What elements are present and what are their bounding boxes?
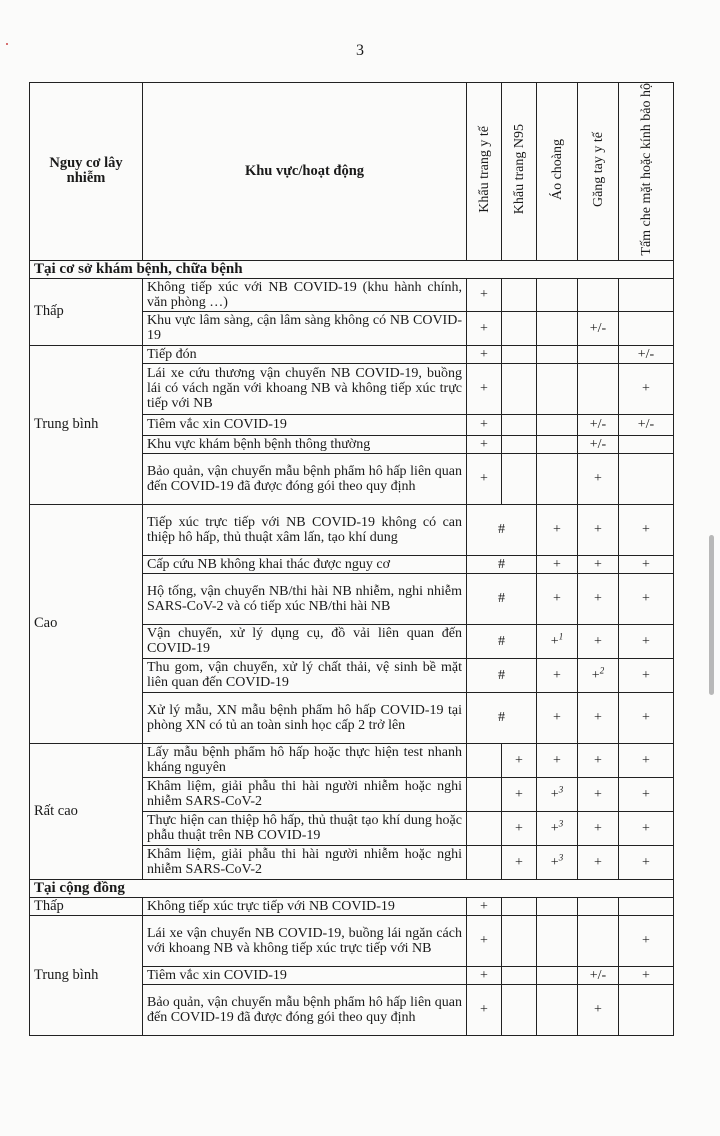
ppe-mark-4 (578, 915, 619, 966)
ppe-mark-4 (578, 897, 619, 915)
mark-symbol: + (480, 381, 488, 397)
ppe-mark-1 (467, 915, 502, 966)
ppe-mark-4 (578, 984, 619, 1035)
header-ppe-3-label: Áo choàng (549, 138, 565, 200)
ppe-mark-5 (619, 573, 674, 624)
risk-level: Rất cao (30, 743, 143, 879)
ppe-mark-1 (467, 845, 502, 879)
activity-text: Lái xe vận chuyển NB COVID-19, buồng lái ngăn cách với khoang NB và không tiếp xúc trực tiếp với NB (143, 915, 467, 966)
mark-symbol: +/- (589, 436, 607, 452)
ppe-mark-5 (619, 692, 674, 743)
mark-symbol: + (480, 436, 488, 452)
ppe-mark-2 (502, 966, 537, 984)
mark-symbol: + (642, 556, 650, 572)
mark-symbol: +/- (589, 320, 607, 336)
mark-symbol: + (642, 522, 650, 538)
ppe-mark-2 (502, 435, 537, 453)
activity-text: Hộ tống, vận chuyển NB/thi hài NB nhiễm, nghi nhiễm SARS-CoV-2 và có tiếp xúc NB/thi hài NB (143, 573, 467, 624)
ppe-mark-4 (578, 692, 619, 743)
activity-text: Tiếp xúc trực tiếp với NB COVID-19 không có can thiệp hô hấp, thủ thuật xâm lấn, tạo khí dung (143, 504, 467, 555)
activity-text: Thực hiện can thiệp hô hấp, thủ thuật tạo khí dung hoặc phẫu thuật trên NB COVID-19 (143, 811, 467, 845)
mask-hash-mark: # (467, 573, 537, 624)
mark-symbol: + (480, 967, 488, 983)
ppe-mark-4 (578, 504, 619, 555)
mark-symbol: + (553, 556, 561, 572)
ppe-mark-1 (467, 811, 502, 845)
mark-symbol: + (515, 854, 523, 870)
mark-symbol: + (642, 933, 650, 949)
ppe-mark-3 (537, 658, 578, 692)
ppe-mark-3 (537, 777, 578, 811)
mark-symbol: + (594, 591, 602, 607)
footnote-ref: 2 (599, 664, 605, 675)
ppe-mark-5 (619, 414, 674, 435)
mark-symbol: + (642, 967, 650, 983)
mark-symbol: + (550, 786, 559, 802)
mark-symbol: + (553, 667, 561, 683)
mark-symbol: + (594, 710, 602, 726)
table-row (30, 743, 674, 777)
risk-level: Trung bình (30, 915, 143, 1035)
mask-hash-mark: # (467, 624, 537, 658)
mark-symbol: + (550, 633, 559, 649)
mark-symbol: + (642, 752, 650, 768)
risk-level: Cao (30, 504, 143, 743)
ppe-mark-2 (502, 743, 537, 777)
section-row (30, 260, 674, 278)
activity-text: Thu gom, vận chuyển, xử lý chất thải, vệ sinh bề mặt liên quan đến COVID-19 (143, 658, 467, 692)
risk-level: Thấp (30, 278, 143, 345)
ppe-mark-5 (619, 435, 674, 453)
footnote-ref: 1 (558, 630, 564, 641)
mark-symbol: + (594, 752, 602, 768)
ppe-mark-3 (537, 311, 578, 345)
ppe-mark-4 (578, 777, 619, 811)
ppe-mark-5 (619, 624, 674, 658)
ppe-mark-1 (467, 435, 502, 453)
ppe-mark-5 (619, 555, 674, 573)
activity-text: Khâm liệm, giải phẫu thi hài người nhiễm hoặc nghi nhiễm SARS-CoV-2 (143, 845, 467, 879)
header-risk (30, 83, 143, 261)
ppe-mark-5 (619, 811, 674, 845)
ppe-mark-3 (537, 897, 578, 915)
activity-text: Khâm liệm, giải phẫu thi hài người nhiễm hoặc nghi nhiễm SARS-CoV-2 (143, 777, 467, 811)
section-title: Tại cộng đồng (30, 879, 674, 897)
mark-symbol: + (591, 667, 600, 683)
ppe-mark-4 (578, 743, 619, 777)
activity-text: Vận chuyển, xử lý dụng cụ, đồ vải liên quan đến COVID-19 (143, 624, 467, 658)
ppe-mark-5 (619, 984, 674, 1035)
header-risk-label: Nguy cơ lây nhiễm (49, 155, 123, 187)
ppe-mark-3 (537, 278, 578, 311)
activity-text: Khu vực lâm sàng, cận lâm sàng không có NB COVID-19 (143, 311, 467, 345)
ppe-mark-3 (537, 363, 578, 414)
table-row (30, 345, 674, 363)
ppe-mark-4 (578, 845, 619, 879)
mark-symbol: + (553, 752, 561, 768)
section-row (30, 879, 674, 897)
mark-symbol: + (642, 633, 650, 649)
mark-symbol: + (480, 346, 488, 362)
ppe-mark-5 (619, 658, 674, 692)
footnote-ref: 3 (558, 817, 564, 828)
activity-text: Tiêm vắc xin COVID-19 (143, 966, 467, 984)
mark-symbol: + (550, 820, 559, 836)
ppe-mark-3 (537, 915, 578, 966)
mark-symbol: + (594, 556, 602, 572)
activity-text: Tiêm vắc xin COVID-19 (143, 414, 467, 435)
ppe-mark-2 (502, 453, 537, 504)
risk-level: Thấp (30, 897, 143, 915)
mark-symbol: + (515, 752, 523, 768)
header-ppe-5-label: Tấm che mặt hoặc kính bảo hộ (638, 83, 654, 256)
ppe-mark-4 (578, 573, 619, 624)
ppe-mark-1 (467, 311, 502, 345)
ppe-mark-5 (619, 504, 674, 555)
ppe-mark-1 (467, 966, 502, 984)
table-row (30, 278, 674, 311)
mask-hash-mark: # (467, 555, 537, 573)
ppe-mark-2 (502, 311, 537, 345)
ppe-mark-2 (502, 915, 537, 966)
mark-symbol: +/- (637, 417, 655, 433)
mark-symbol: + (553, 591, 561, 607)
activity-text: Không tiếp xúc với NB COVID-19 (khu hành chính, văn phòng …) (143, 278, 467, 311)
activity-text: Cấp cứu NB không khai thác được nguy cơ (143, 555, 467, 573)
header-ppe-2 (502, 83, 537, 261)
ppe-mark-3 (537, 811, 578, 845)
mark-symbol: + (642, 591, 650, 607)
ppe-mark-3 (537, 624, 578, 658)
mark-symbol: + (594, 786, 602, 802)
mark-symbol: + (515, 786, 523, 802)
ppe-mark-4 (578, 435, 619, 453)
ppe-mark-1 (467, 743, 502, 777)
ppe-mark-4 (578, 555, 619, 573)
header-ppe-4 (578, 83, 619, 261)
ppe-mark-4 (578, 658, 619, 692)
ppe-mark-5 (619, 966, 674, 984)
mark-symbol: + (515, 820, 523, 836)
ppe-mark-2 (502, 811, 537, 845)
mark-symbol: + (480, 471, 488, 487)
mark-symbol: + (480, 933, 488, 949)
mask-hash-mark: # (467, 658, 537, 692)
mark-symbol: + (642, 667, 650, 683)
ppe-mark-3 (537, 573, 578, 624)
header-ppe-5 (619, 83, 674, 261)
mark-symbol: + (594, 820, 602, 836)
activity-text: Bảo quản, vận chuyển mẫu bệnh phẩm hô hấp liên quan đến COVID-19 đã được đóng gói theo quy định (143, 453, 467, 504)
ppe-mark-5 (619, 278, 674, 311)
ppe-mark-4 (578, 811, 619, 845)
mark-symbol: + (480, 320, 488, 336)
mark-symbol: + (480, 1002, 488, 1018)
ppe-mark-4 (578, 453, 619, 504)
scrollbar[interactable] (709, 535, 714, 695)
ppe-mark-3 (537, 435, 578, 453)
table-body (30, 260, 674, 1035)
ppe-mark-1 (467, 345, 502, 363)
activity-text: Tiếp đón (143, 345, 467, 363)
ppe-mark-3 (537, 555, 578, 573)
mark-symbol: + (594, 1002, 602, 1018)
ppe-mark-1 (467, 897, 502, 915)
ppe-mark-2 (502, 777, 537, 811)
header-ppe-1-label: Khẩu trang y tế (476, 125, 492, 213)
mask-hash-mark: # (467, 692, 537, 743)
ppe-mark-2 (502, 278, 537, 311)
mark-symbol: + (594, 522, 602, 538)
header-ppe-1 (467, 83, 502, 261)
page-number: 3 (356, 42, 364, 59)
header-area-label: Khu vực/hoạt động (244, 162, 365, 179)
mark-symbol: + (642, 710, 650, 726)
ppe-mark-4 (578, 966, 619, 984)
activity-text: Lấy mẫu bệnh phẩm hô hấp hoặc thực hiện test nhanh kháng nguyên (143, 743, 467, 777)
mark-symbol: + (642, 820, 650, 836)
mark-symbol: + (480, 417, 488, 433)
mark-symbol: + (480, 287, 488, 303)
mark-symbol: +/- (589, 417, 607, 433)
mark-symbol: + (594, 854, 602, 870)
ppe-mark-5 (619, 777, 674, 811)
ppe-mark-5 (619, 453, 674, 504)
ppe-mark-1 (467, 984, 502, 1035)
ppe-mark-4 (578, 414, 619, 435)
ppe-mark-3 (537, 984, 578, 1035)
ppe-mark-3 (537, 743, 578, 777)
mark-symbol: +/- (637, 346, 655, 362)
ppe-mark-4 (578, 624, 619, 658)
ppe-mark-5 (619, 897, 674, 915)
ppe-mark-2 (502, 363, 537, 414)
ppe-mark-1 (467, 453, 502, 504)
section-title: Tại cơ sở khám bệnh, chữa bệnh (30, 260, 674, 278)
mark-symbol: + (642, 381, 650, 397)
header-area (143, 83, 467, 261)
ppe-table (29, 82, 674, 1036)
ppe-mark-1 (467, 363, 502, 414)
mark-symbol: + (550, 854, 559, 870)
ppe-mark-4 (578, 311, 619, 345)
ppe-mark-3 (537, 345, 578, 363)
ppe-mark-2 (502, 897, 537, 915)
ppe-mark-2 (502, 345, 537, 363)
mark-symbol: + (594, 633, 602, 649)
ppe-mark-1 (467, 414, 502, 435)
mark-symbol: + (642, 786, 650, 802)
activity-text: Xử lý mẫu, XN mẫu bệnh phẩm hô hấp COVID-19 tại phòng XN có tủ an toàn sinh học cấp 2 trở lên (143, 692, 467, 743)
ppe-mark-1 (467, 278, 502, 311)
ppe-mark-4 (578, 363, 619, 414)
ppe-mark-2 (502, 845, 537, 879)
footnote-ref: 3 (558, 783, 564, 794)
mask-hash-mark: # (467, 504, 537, 555)
ppe-mark-3 (537, 692, 578, 743)
ppe-mark-5 (619, 311, 674, 345)
table-row (30, 504, 674, 555)
activity-text: Lái xe cứu thương vận chuyển NB COVID-19, buồng lái có vách ngăn với khoang NB và không tiếp xúc trực tiếp với NB (143, 363, 467, 414)
ppe-mark-2 (502, 984, 537, 1035)
header-ppe-4-label: Găng tay y tế (590, 131, 606, 207)
mark-symbol: + (594, 471, 602, 487)
ppe-mark-3 (537, 453, 578, 504)
activity-text: Bảo quản, vận chuyển mẫu bệnh phẩm hô hấp liên quan đến COVID-19 đã được đóng gói theo quy định (143, 984, 467, 1035)
mark-symbol: + (642, 854, 650, 870)
table-row (30, 915, 674, 966)
ppe-mark-1 (467, 777, 502, 811)
header-ppe-2-label: Khẩu trang N95 (511, 124, 527, 215)
ppe-mark-5 (619, 363, 674, 414)
ppe-mark-4 (578, 345, 619, 363)
ppe-mark-4 (578, 278, 619, 311)
mark-symbol: + (553, 522, 561, 538)
ppe-mark-3 (537, 414, 578, 435)
ppe-mark-3 (537, 845, 578, 879)
ppe-mark-5 (619, 345, 674, 363)
ppe-mark-3 (537, 966, 578, 984)
ppe-mark-5 (619, 915, 674, 966)
mark-symbol: +/- (589, 967, 607, 983)
footnote-ref: 3 (558, 851, 564, 862)
mark-symbol: + (553, 710, 561, 726)
ppe-mark-2 (502, 414, 537, 435)
header-row (30, 83, 674, 261)
table-row (30, 897, 674, 915)
header-ppe-3 (537, 83, 578, 261)
ppe-mark-3 (537, 504, 578, 555)
activity-text: Không tiếp xúc trực tiếp với NB COVID-19 (143, 897, 467, 915)
ppe-mark-5 (619, 845, 674, 879)
risk-level: Trung bình (30, 345, 143, 504)
mark-symbol: + (480, 898, 488, 914)
ppe-mark-5 (619, 743, 674, 777)
activity-text: Khu vực khám bệnh bệnh thông thường (143, 435, 467, 453)
